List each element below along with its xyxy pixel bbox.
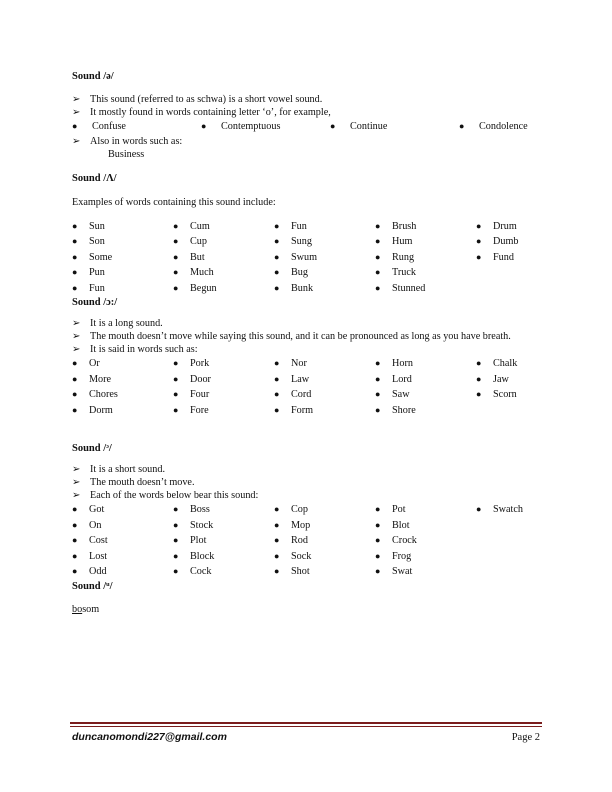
short-o-word-grid xyxy=(70,502,575,580)
bullet-dot-icon: ● xyxy=(274,358,280,368)
list-item: ● Drum xyxy=(474,219,575,235)
list-item: ● But xyxy=(171,250,272,266)
schwa-bullet-2: ➢ It mostly found in words containing letter ‘o’, for example, xyxy=(72,107,331,118)
list-item: ● Sun xyxy=(70,219,171,235)
list-item: ● Lost xyxy=(70,549,171,565)
list-item: ● Hum xyxy=(373,234,474,250)
page-content xyxy=(72,70,542,616)
bullet-dot-icon: ● xyxy=(274,282,280,293)
list-item xyxy=(474,533,575,549)
list-item: ● Some xyxy=(70,250,171,266)
arrow-bullet-icon: ➢ xyxy=(72,464,81,475)
bullet-dot-icon: ● xyxy=(330,121,336,131)
list-item: ● Dumb xyxy=(474,234,575,250)
list-item xyxy=(474,403,575,419)
bullet-dot-icon: ● xyxy=(274,267,280,277)
list-item: ● Chores xyxy=(70,387,171,403)
long-o-bullet-3: ➢ It is said in words such as: xyxy=(72,344,198,355)
long-o-bullet-2: ➢ The mouth doesn’t move while saying this sound, and it can be pronounced as long as you have breath. xyxy=(72,331,511,342)
bullet-dot-icon: ● xyxy=(274,404,280,415)
arrow-bullet-icon: ➢ xyxy=(72,490,81,501)
list-item: ● Sock xyxy=(272,549,373,565)
list-item: ● Confuse xyxy=(70,119,199,135)
bullet-dot-icon: ● xyxy=(201,121,207,131)
wedge-intro: Examples of words containing this sound include: xyxy=(72,196,276,208)
arrow-bullet-icon: ➢ xyxy=(72,318,81,329)
list-item: ● Pun xyxy=(70,265,171,281)
list-item: ● Begun xyxy=(171,281,272,297)
bullet-dot-icon: ● xyxy=(274,389,280,399)
long-o-word-grid xyxy=(70,356,575,418)
bullet-dot-icon: ● xyxy=(274,504,280,514)
bullet-dot-icon: ● xyxy=(72,550,78,561)
bullet-dot-icon: ● xyxy=(375,267,381,277)
list-item: ● Jaw xyxy=(474,372,575,388)
footer-rule-thin xyxy=(70,726,542,727)
bullet-dot-icon: ● xyxy=(173,267,179,277)
list-item: ● Much xyxy=(171,265,272,281)
list-item: ● Crock xyxy=(373,533,474,549)
heading-last: Sound /ᵘ/ xyxy=(72,580,113,592)
list-item xyxy=(474,518,575,534)
list-item: ● Stock xyxy=(171,518,272,534)
list-item: ● Boss xyxy=(171,502,272,518)
list-item: ● Swum xyxy=(272,250,373,266)
bullet-dot-icon: ● xyxy=(476,251,482,262)
bullet-dot-icon: ● xyxy=(72,566,78,576)
bullet-dot-icon: ● xyxy=(274,236,280,246)
list-item: ● Nor xyxy=(272,356,373,372)
list-item: ● Bunk xyxy=(272,281,373,297)
list-item: ● Blot xyxy=(373,518,474,534)
bullet-dot-icon: ● xyxy=(72,220,78,231)
list-item: ● Fun xyxy=(272,219,373,235)
bullet-dot-icon: ● xyxy=(274,550,280,561)
bullet-dot-icon: ● xyxy=(274,519,280,530)
list-item: ● Chalk xyxy=(474,356,575,372)
word-rest: som xyxy=(82,603,100,615)
schwa-also-word: Business xyxy=(108,148,145,160)
list-item: ● Got xyxy=(70,502,171,518)
list-item: ● Truck xyxy=(373,265,474,281)
bullet-dot-icon: ● xyxy=(375,535,381,545)
bullet-dot-icon: ● xyxy=(72,282,78,293)
bullet-dot-icon: ● xyxy=(72,236,78,246)
list-item: ● Cum xyxy=(171,219,272,235)
arrow-bullet-icon: ➢ xyxy=(72,107,81,118)
bullet-dot-icon: ● xyxy=(375,566,381,576)
list-item: ● Form xyxy=(272,403,373,419)
wedge-word-grid xyxy=(70,219,575,297)
bullet-dot-icon: ● xyxy=(173,358,179,368)
bullet-dot-icon: ● xyxy=(72,358,78,368)
arrow-bullet-icon: ➢ xyxy=(72,135,81,147)
bullet-dot-icon: ● xyxy=(72,519,78,530)
list-item: ● Sung xyxy=(272,234,373,250)
last-example-word xyxy=(72,603,542,616)
bullet-dot-icon: ● xyxy=(375,220,381,231)
schwa-bullet-1: ➢ This sound (referred to as schwa) is a short vowel sound. xyxy=(72,94,323,105)
list-item: ● Pork xyxy=(171,356,272,372)
list-item: ● Four xyxy=(171,387,272,403)
list-item: ● Cord xyxy=(272,387,373,403)
bullet-dot-icon: ● xyxy=(274,251,280,262)
bullet-dot-icon: ● xyxy=(476,373,482,384)
list-item xyxy=(474,281,575,297)
bullet-dot-icon: ● xyxy=(72,267,78,277)
arrow-bullet-icon: ➢ xyxy=(72,94,81,105)
bullet-dot-icon: ● xyxy=(375,404,381,415)
list-item: ● Fund xyxy=(474,250,575,266)
list-item: ● Continue xyxy=(328,119,457,135)
bullet-dot-icon: ● xyxy=(375,236,381,246)
bullet-dot-icon: ● xyxy=(476,504,482,514)
list-item: ● Bug xyxy=(272,265,373,281)
bullet-dot-icon: ● xyxy=(274,535,280,545)
list-item: ● Condolence xyxy=(457,119,586,135)
bullet-dot-icon: ● xyxy=(173,251,179,262)
underlined-part: bo xyxy=(72,603,83,615)
list-item: ● Mop xyxy=(272,518,373,534)
list-item: ● Contemptuous xyxy=(199,119,328,135)
list-item xyxy=(474,549,575,565)
bullet-dot-icon: ● xyxy=(173,389,179,399)
bullet-dot-icon: ● xyxy=(72,404,78,415)
bullet-dot-icon: ● xyxy=(375,519,381,530)
bullet-dot-icon: ● xyxy=(173,236,179,246)
list-item: ● Fun xyxy=(70,281,171,297)
arrow-bullet-icon: ➢ xyxy=(72,331,81,342)
list-item: ● Horn xyxy=(373,356,474,372)
bullet-dot-icon: ● xyxy=(72,389,78,399)
bullet-dot-icon: ● xyxy=(173,220,179,231)
bullet-dot-icon: ● xyxy=(173,519,179,530)
arrow-bullet-icon: ➢ xyxy=(72,344,81,355)
heading-long-o: Sound /ɔ:/ xyxy=(72,297,118,308)
list-item: ● Dorm xyxy=(70,403,171,419)
bullet-dot-icon: ● xyxy=(173,373,179,384)
bullet-dot-icon: ● xyxy=(375,550,381,561)
list-item: ● Frog xyxy=(373,549,474,565)
bullet-dot-icon: ● xyxy=(274,373,280,384)
short-o-bullet-2: ➢ The mouth doesn’t move. xyxy=(72,477,195,488)
list-item: ● Brush xyxy=(373,219,474,235)
list-item: ● Lord xyxy=(373,372,474,388)
long-o-bullet-1: ➢ It is a long sound. xyxy=(72,318,163,329)
list-item: ● Plot xyxy=(171,533,272,549)
schwa-also-bullet: ➢ Also in words such as: xyxy=(72,135,183,147)
list-item: ● Shot xyxy=(272,564,373,580)
bullet-dot-icon: ● xyxy=(173,550,179,561)
bullet-dot-icon: ● xyxy=(476,358,482,368)
bullet-dot-icon: ● xyxy=(274,566,280,576)
heading-wedge: Sound /Λ/ xyxy=(72,172,117,184)
bullet-dot-icon: ● xyxy=(375,358,381,368)
list-item xyxy=(474,564,575,580)
short-o-bullet-1: ➢ It is a short sound. xyxy=(72,464,165,475)
bullet-dot-icon: ● xyxy=(375,373,381,384)
list-item: ● Cost xyxy=(70,533,171,549)
bullet-dot-icon: ● xyxy=(72,121,78,131)
footer-email: duncanomondi227@gmail.com xyxy=(72,731,227,743)
bullet-dot-icon: ● xyxy=(173,566,179,576)
bullet-dot-icon: ● xyxy=(72,535,78,545)
list-item: ● Scorn xyxy=(474,387,575,403)
list-item: ● More xyxy=(70,372,171,388)
short-o-bullet-3: ➢ Each of the words below bear this sound: xyxy=(72,490,259,501)
list-item: ● On xyxy=(70,518,171,534)
list-item: ● Or xyxy=(70,356,171,372)
bullet-dot-icon: ● xyxy=(476,389,482,399)
list-item: ● Law xyxy=(272,372,373,388)
bullet-dot-icon: ● xyxy=(375,251,381,262)
list-item: ● Swat xyxy=(373,564,474,580)
heading-schwa: Sound /ə/ xyxy=(72,71,114,82)
arrow-bullet-icon: ➢ xyxy=(72,477,81,488)
bullet-dot-icon: ● xyxy=(72,251,78,262)
bullet-dot-icon: ● xyxy=(274,220,280,231)
bullet-dot-icon: ● xyxy=(173,535,179,545)
bullet-dot-icon: ● xyxy=(173,404,179,415)
bullet-dot-icon: ● xyxy=(72,504,78,514)
list-item: ● Saw xyxy=(373,387,474,403)
list-item: ● Swatch xyxy=(474,502,575,518)
list-item: ● Stunned xyxy=(373,281,474,297)
schwa-examples xyxy=(70,119,586,135)
heading-short-o: Sound /ᵓ/ xyxy=(72,443,112,454)
list-item: ● Pot xyxy=(373,502,474,518)
list-item: ● Rod xyxy=(272,533,373,549)
list-item: ● Door xyxy=(171,372,272,388)
list-item: ● Cup xyxy=(171,234,272,250)
list-item xyxy=(474,265,575,281)
bullet-dot-icon: ● xyxy=(72,373,78,384)
list-item: ● Shore xyxy=(373,403,474,419)
bullet-dot-icon: ● xyxy=(173,282,179,293)
list-item: ● Son xyxy=(70,234,171,250)
bullet-dot-icon: ● xyxy=(173,504,179,514)
list-item: ● Fore xyxy=(171,403,272,419)
bullet-dot-icon: ● xyxy=(375,504,381,514)
list-item: ● Rung xyxy=(373,250,474,266)
list-item: ● Odd xyxy=(70,564,171,580)
bullet-dot-icon: ● xyxy=(375,389,381,399)
bullet-dot-icon: ● xyxy=(459,121,465,131)
list-item: ● Cock xyxy=(171,564,272,580)
bullet-dot-icon: ● xyxy=(476,220,482,231)
footer-page-number: Page 2 xyxy=(511,732,540,743)
footer-rule-thick xyxy=(70,722,542,724)
list-item: ● Block xyxy=(171,549,272,565)
list-item: ● Cop xyxy=(272,502,373,518)
bullet-dot-icon: ● xyxy=(476,236,482,246)
bullet-dot-icon: ● xyxy=(375,282,381,293)
